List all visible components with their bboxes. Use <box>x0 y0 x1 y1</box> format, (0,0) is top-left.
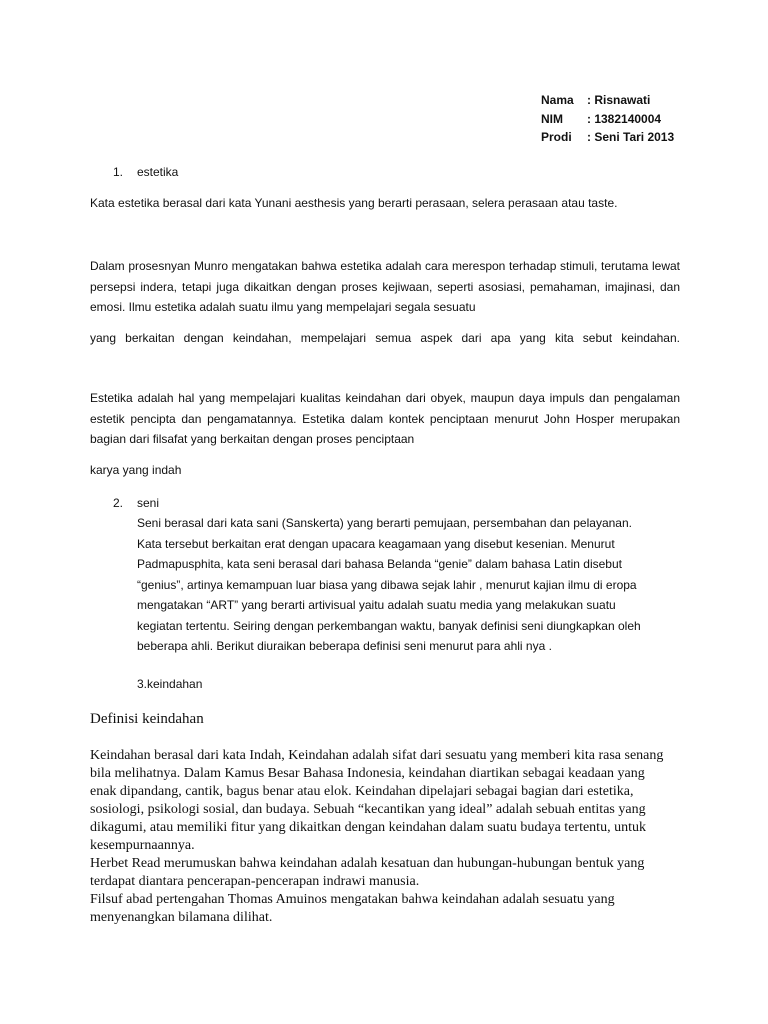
paragraph: Seni berasal dari kata sani (Sanskerta) yang berarti pemujaan, persembahan dan pelayanan. Kata tersebut berkaitan erat dengan upacara keagamaan yang disebut kesenian. Menurut Padmapusphita, kata seni berasal dari bahasa Belanda “genie” dalam bahasa Latin disebut “genius”, artinya kemampuan luar biasa yang dibawa sejak lahir , menurut kajian ilmu di eropa mengatakan “ART” yang berarti artivisual yaitu adalah suatu media yang melakukan suatu kegiatan tertentu. Seiring dengan perkembangan waktu, banyak definisi seni diungkapkan oleh beberapa ahli. Berikut diuraikan beberapa definisi seni menurut para ahli nya . <box>137 516 641 653</box>
student-info <box>541 91 741 147</box>
section-title: seni <box>137 496 160 510</box>
info-value: : Seni Tari 2013 <box>587 130 675 144</box>
info-value: : 1382140004 <box>587 111 662 126</box>
info-label: Nama <box>541 93 574 107</box>
paragraph: Kata estetika berasal dari kata Yunani aesthesis yang berarti perasaan, selera perasaan atau taste. <box>90 196 618 210</box>
info-row-name <box>541 91 741 110</box>
paragraph: Dalam prosesnyan Munro mengatakan bahwa estetika adalah cara merespon terhadap stimuli, terutama lewat persepsi indera, tetapi juga dikaitkan dengan proses kejiwaan, seperti asosiasi, pemahaman, imajinasi, dan emosi. Ilmu estetika adalah suatu ilmu yang mempelajari segala sesuatu <box>90 259 680 314</box>
list-number: 1. <box>113 165 124 179</box>
paragraph: Keindahan berasal dari kata Indah, Keindahan adalah sifat dari sesuatu yang memberi kita rasa senang bila melihatnya. Dalam Kamus Besar Bahasa Indonesia, keindahan diartikan sebagai keadaan yang enak dipandang, cantik, bagus benar atau elok. Keindahan dipelajari sebagai bagian dari estetika, sosiologi, psikologi sosial, dan budaya. Sebuah “kecantikan yang ideal” adalah sebuah entitas yang dikagumi, atau memiliki fitur yang dikaitkan dengan keindahan dalam suatu budaya tertentu, untuk kesempurnaannya. <box>90 748 664 853</box>
info-value: : Risnawati <box>587 93 651 107</box>
info-label: Prodi <box>541 130 572 144</box>
info-row-nim <box>541 110 741 129</box>
paragraph: yang berkaitan dengan keindahan, mempelajari semua aspek dari apa yang kita sebut keindahan. <box>90 331 680 345</box>
list-number: 2. <box>113 496 124 510</box>
section-title: estetika <box>137 165 179 179</box>
section-heading-seni <box>113 493 159 514</box>
paragraph: Estetika adalah hal yang mempelajari kualitas keindahan dari obyek, maupun daya impuls dan pengalaman estetik pencipta dan pengamatannya. Estetika dalam kontek penciptaan menurut John Hosper merupakan bagian dari filsafat yang berkaitan dengan proses penciptaan <box>90 391 680 446</box>
info-row-prodi <box>541 128 741 147</box>
paragraph: karya yang indah <box>90 463 182 477</box>
paragraph: Herbet Read merumuskan bahwa keindahan adalah kesatuan dan hubungan-hubungan bentuk yang terdapat diantara pencerapan-pencerapan indrawi manusia. <box>90 856 645 889</box>
paragraph: Filsuf abad pertengahan Thomas Amuinos mengatakan bahwa keindahan adalah sesuatu yang menyenangkan bilamana dilihat. <box>90 892 615 925</box>
subheading: Definisi keindahan <box>90 711 204 727</box>
info-label: NIM <box>541 111 563 126</box>
section-heading-keindahan: 3.keindahan <box>137 677 203 691</box>
section-heading-estetika <box>113 162 178 183</box>
